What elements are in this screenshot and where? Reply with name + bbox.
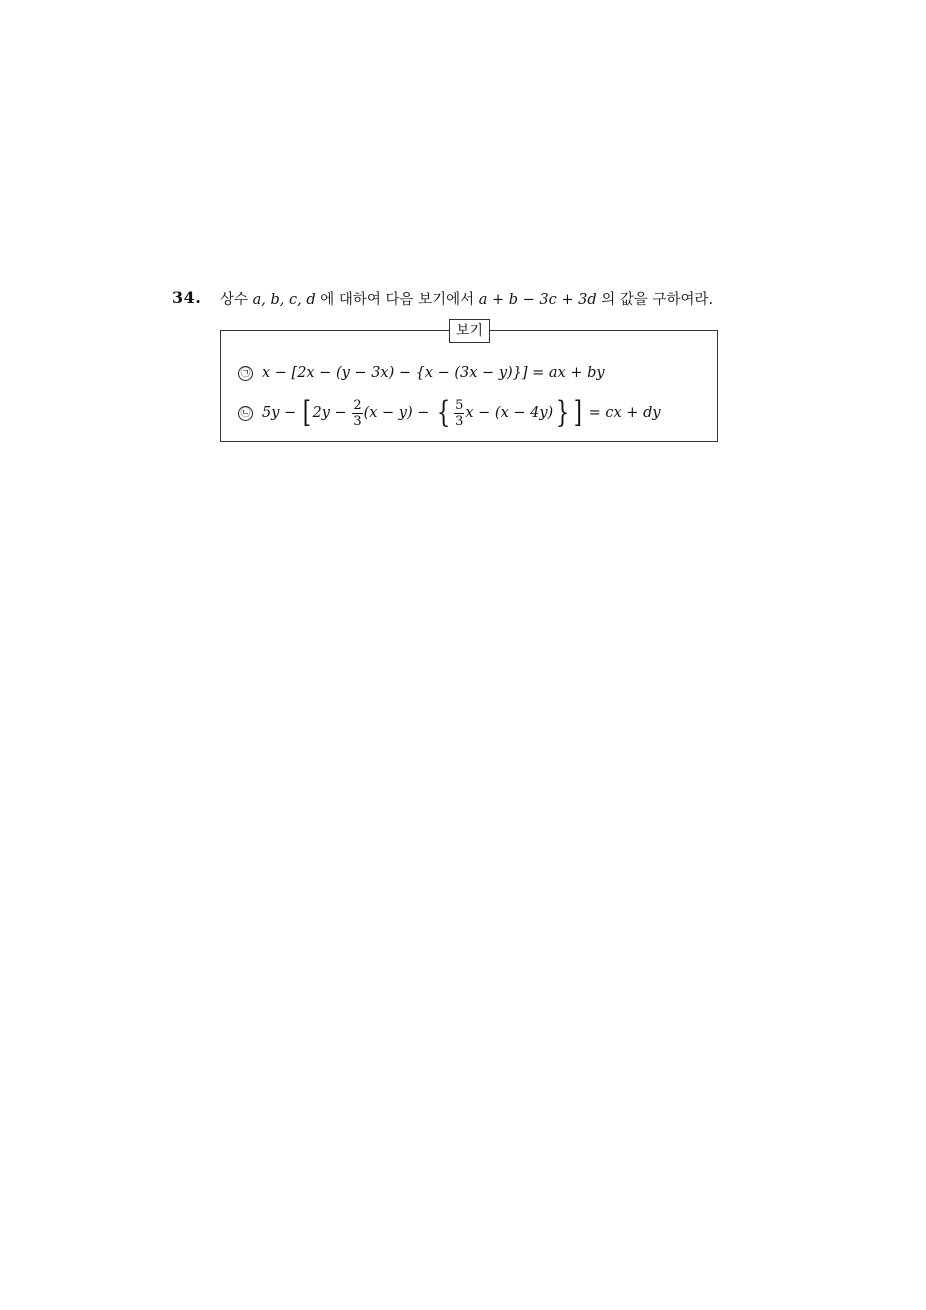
fraction-five-thirds — [454, 398, 464, 429]
equation-2-part-e: = cx + dy — [588, 405, 661, 421]
right-bracket: ] — [574, 395, 583, 430]
equation-2-part-a: 5y − — [262, 405, 297, 421]
fraction-1-numerator: 2 — [353, 397, 362, 413]
question-number: 34. — [172, 288, 202, 307]
fraction-2-denominator: 3 — [455, 413, 464, 429]
right-brace: } — [556, 395, 570, 430]
circled-giyeok-marker: ㉠ — [238, 366, 253, 381]
question-target-expression: a + b − 3c + 3d — [478, 292, 597, 308]
example-item-1 — [238, 362, 605, 384]
question-text — [220, 288, 713, 309]
left-brace: { — [436, 395, 451, 430]
equation-2 — [262, 395, 661, 430]
circled-nieun-marker: ㉡ — [238, 406, 253, 421]
question-vars: a, b, c, d — [252, 292, 316, 308]
question-suffix: 의 값을 구하여라. — [601, 292, 714, 308]
equation-1: x − [2x − (y − 3x) − {x − (3x − y)}] = ax + by — [262, 365, 605, 381]
example-item-2 — [238, 394, 661, 432]
fraction-two-thirds — [352, 398, 362, 429]
question-prefix: 상수 — [220, 292, 249, 308]
equation-2-part-d: x − (x − 4y) — [465, 405, 554, 421]
example-box-title: 보기 — [449, 319, 490, 343]
equation-2-part-c: (x − y) − — [363, 405, 430, 421]
fraction-1-denominator: 3 — [353, 413, 362, 429]
question-mid: 에 대하여 다음 보기에서 — [320, 292, 475, 308]
fraction-2-numerator: 5 — [455, 397, 464, 413]
left-bracket: [ — [302, 395, 311, 430]
equation-2-part-b: 2y − — [312, 405, 347, 421]
